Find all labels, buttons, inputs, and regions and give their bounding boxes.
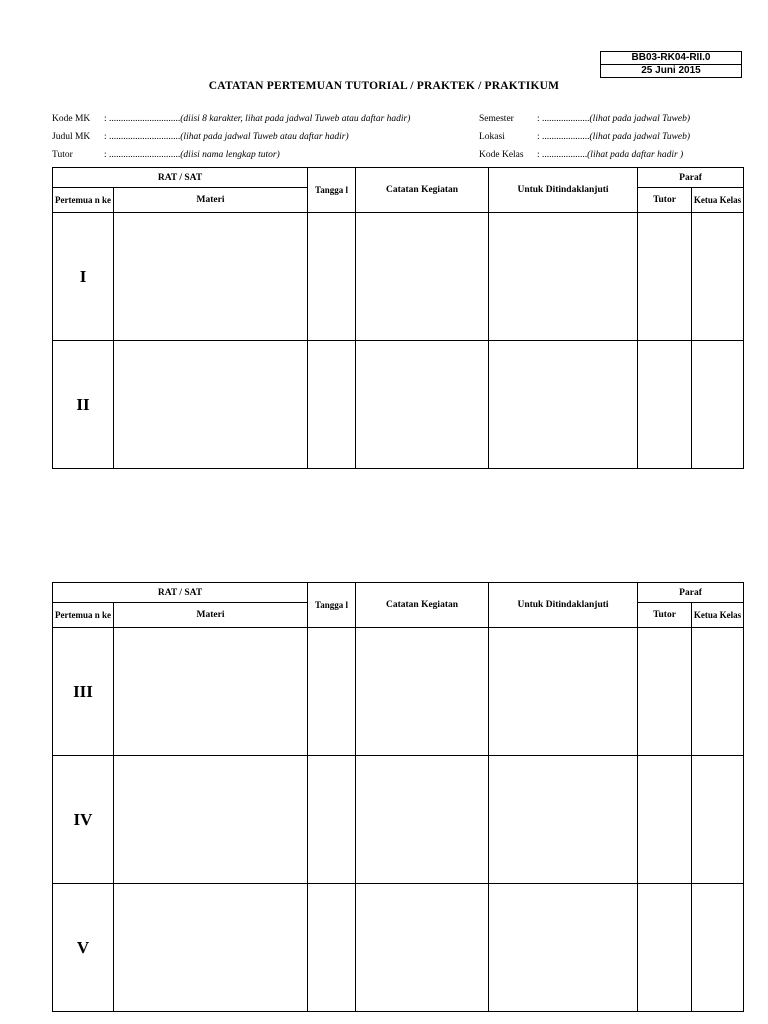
- catatan-cell[interactable]: [356, 628, 489, 756]
- info-dots: : ..............................: [104, 150, 181, 160]
- session-number: II: [53, 341, 114, 469]
- paraf-tutor-cell[interactable]: [638, 213, 692, 341]
- header-ketua-kelas: Ketua Kelas: [692, 603, 744, 628]
- catatan-cell[interactable]: [356, 341, 489, 469]
- info-label: Kode MK: [52, 114, 91, 124]
- info-row-kode-kelas: [479, 146, 690, 164]
- tanggal-cell[interactable]: [308, 756, 356, 884]
- session-row: [53, 628, 744, 756]
- tanggal-cell[interactable]: [308, 884, 356, 1012]
- session-row: [53, 341, 744, 469]
- tindak-cell[interactable]: [489, 884, 638, 1012]
- info-dots: : ....................: [537, 132, 590, 142]
- tindak-cell[interactable]: [489, 341, 638, 469]
- info-label: Tutor: [52, 150, 73, 160]
- info-hint: (diisi 8 karakter, lihat pada jadwal Tuweb atau daftar hadir): [180, 114, 411, 124]
- header-rat-sat: RAT / SAT: [53, 583, 308, 603]
- info-dots: : ...................: [537, 150, 588, 160]
- session-number: III: [53, 628, 114, 756]
- header-materi: Materi: [114, 188, 308, 213]
- header-rat-sat: RAT / SAT: [53, 168, 308, 188]
- info-label: Lokasi: [479, 132, 505, 142]
- info-left-block: [52, 110, 410, 164]
- session-row: [53, 884, 744, 1012]
- header-paraf: Paraf: [638, 168, 744, 188]
- info-hint: (lihat pada jadwal Tuweb): [589, 114, 691, 124]
- header-ketua-kelas: Ketua Kelas: [692, 188, 744, 213]
- paraf-ketua-cell[interactable]: [692, 756, 744, 884]
- catatan-cell[interactable]: [356, 756, 489, 884]
- header-catatan-kegiatan: Catatan Kegiatan: [356, 168, 489, 213]
- tindak-cell[interactable]: [489, 756, 638, 884]
- info-row-semester: [479, 110, 690, 128]
- info-label: Semester: [479, 114, 514, 124]
- info-row-tutor: [52, 146, 410, 164]
- info-hint: (lihat pada jadwal Tuweb atau daftar hadir): [180, 132, 349, 142]
- session-row: [53, 756, 744, 884]
- paraf-tutor-cell[interactable]: [638, 884, 692, 1012]
- paraf-tutor-cell[interactable]: [638, 341, 692, 469]
- document-date: 25 Juni 2015: [601, 65, 742, 78]
- header-untuk-ditindaklanjuti: Untuk Ditindaklanjuti: [489, 168, 638, 213]
- session-number: IV: [53, 756, 114, 884]
- document-code: BB03-RK04-RII.0: [601, 52, 742, 65]
- catatan-cell[interactable]: [356, 213, 489, 341]
- info-hint: (lihat pada daftar hadir ): [587, 150, 684, 160]
- session-number: I: [53, 213, 114, 341]
- materi-cell[interactable]: [114, 341, 308, 469]
- session-number: V: [53, 884, 114, 1012]
- header-pertemuan-ke: Pertemua n ke: [53, 188, 114, 213]
- info-dots: : ....................: [537, 114, 590, 124]
- info-row-judul-mk: [52, 128, 410, 146]
- info-hint: (diisi nama lengkap tutor): [180, 150, 280, 160]
- tindak-cell[interactable]: [489, 213, 638, 341]
- header-tutor: Tutor: [638, 603, 692, 628]
- header-tanggal: Tangga l: [308, 583, 356, 628]
- paraf-tutor-cell[interactable]: [638, 628, 692, 756]
- catatan-cell[interactable]: [356, 884, 489, 1012]
- session-row: [53, 213, 744, 341]
- materi-cell[interactable]: [114, 628, 308, 756]
- materi-cell[interactable]: [114, 213, 308, 341]
- session-table-2: [52, 582, 744, 1012]
- info-label: Kode Kelas: [479, 150, 524, 160]
- info-right-block: [479, 110, 690, 164]
- tanggal-cell[interactable]: [308, 341, 356, 469]
- info-row-lokasi: [479, 128, 690, 146]
- paraf-ketua-cell[interactable]: [692, 884, 744, 1012]
- info-dots: : ..............................: [104, 132, 181, 142]
- document-code-box: [600, 51, 742, 78]
- header-untuk-ditindaklanjuti: Untuk Ditindaklanjuti: [489, 583, 638, 628]
- paraf-ketua-cell[interactable]: [692, 628, 744, 756]
- paraf-ketua-cell[interactable]: [692, 341, 744, 469]
- header-tanggal: Tangga l: [308, 168, 356, 213]
- header-pertemuan-ke: Pertemua n ke: [53, 603, 114, 628]
- header-paraf: Paraf: [638, 583, 744, 603]
- info-dots: : ..............................: [104, 114, 181, 124]
- materi-cell[interactable]: [114, 756, 308, 884]
- materi-cell[interactable]: [114, 884, 308, 1012]
- header-materi: Materi: [114, 603, 308, 628]
- paraf-ketua-cell[interactable]: [692, 213, 744, 341]
- info-label: Judul MK: [52, 132, 91, 142]
- info-row-kode-mk: [52, 110, 410, 128]
- paraf-tutor-cell[interactable]: [638, 756, 692, 884]
- header-catatan-kegiatan: Catatan Kegiatan: [356, 583, 489, 628]
- tindak-cell[interactable]: [489, 628, 638, 756]
- info-hint: (lihat pada jadwal Tuweb): [589, 132, 691, 142]
- page-title: CATATAN PERTEMUAN TUTORIAL / PRAKTEK / PRAKTIKUM: [208, 80, 560, 92]
- header-tutor: Tutor: [638, 188, 692, 213]
- tanggal-cell[interactable]: [308, 213, 356, 341]
- session-table-1: [52, 167, 744, 469]
- tanggal-cell[interactable]: [308, 628, 356, 756]
